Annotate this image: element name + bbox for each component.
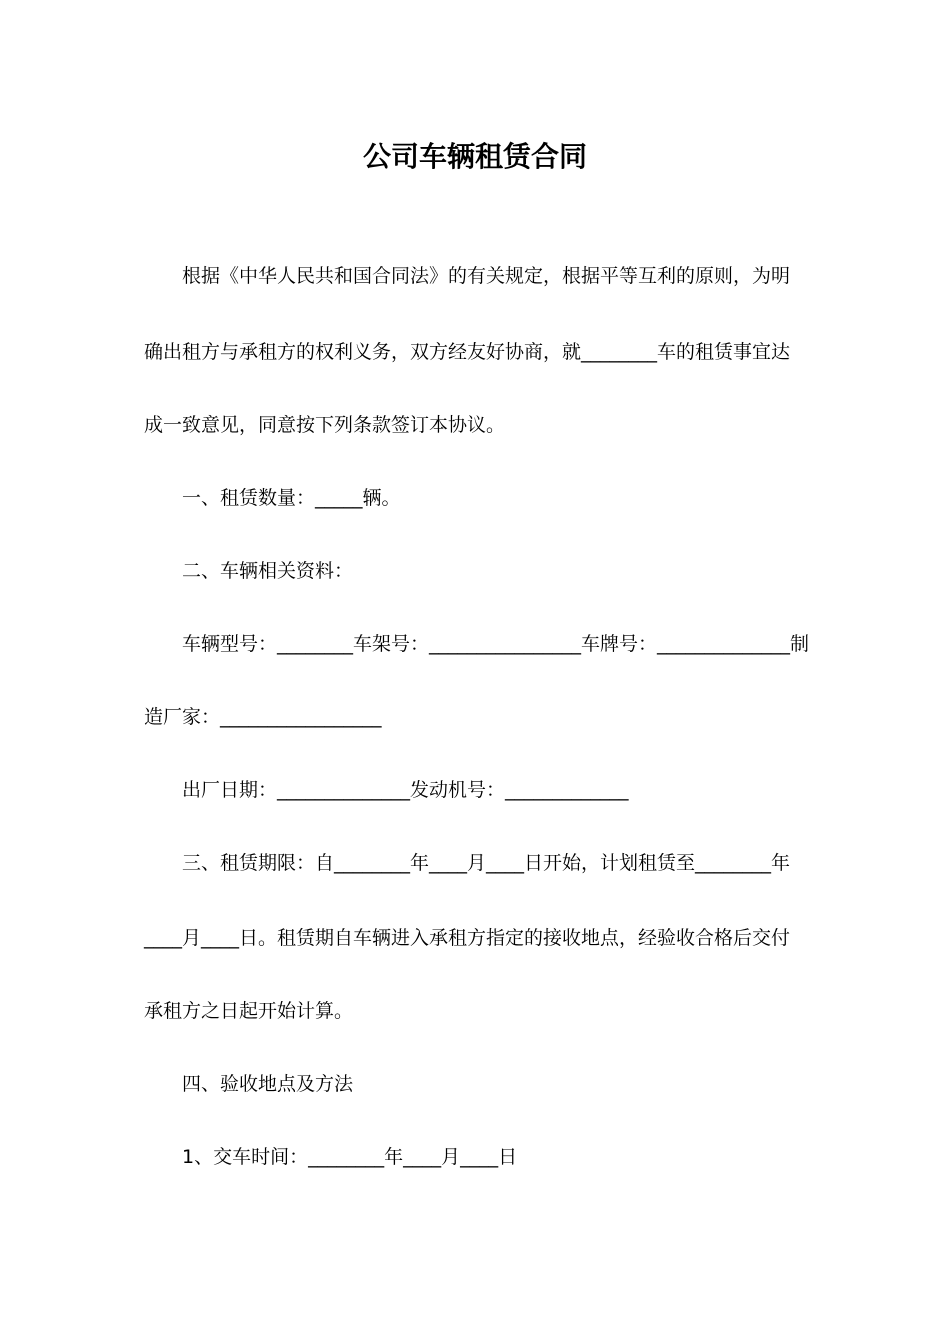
clause-1-quantity: 一、租赁数量：_____辆。 — [182, 487, 401, 509]
clause-3-line-1: 三、租赁期限：自________年____月____日开始，计划租赁至________年 — [182, 852, 791, 874]
clause-4-item-1: 1、交车时间：________年____月____日 — [182, 1146, 518, 1168]
paragraph-preamble-line-2: 确出租方与承租方的权利义务，双方经友好协商，就________车的租赁事宜达 — [144, 341, 791, 363]
document-title: 公司车辆租赁合同 — [362, 140, 587, 173]
vehicle-info-line-1: 车辆型号：________车架号：________________车牌号：______________制 — [182, 633, 810, 655]
paragraph-preamble-line-3: 成一致意见，同意按下列条款签订本协议。 — [144, 414, 506, 436]
vehicle-info-line-2: 造厂家：_________________ — [144, 706, 382, 728]
clause-3-line-2: ____月____日。租赁期自车辆进入承租方指定的接收地点，经验收合格后交付 — [144, 927, 791, 949]
vehicle-date-engine-line: 出厂日期：______________发动机号：_____________ — [182, 779, 629, 801]
paragraph-preamble-line-1: 根据《中华人民共和国合同法》的有关规定，根据平等互利的原则，为明 — [182, 265, 791, 287]
clause-3-line-3: 承租方之日起开始计算。 — [144, 1000, 354, 1022]
clause-2-heading: 二、车辆相关资料： — [182, 560, 354, 582]
clause-4-heading: 四、验收地点及方法 — [182, 1073, 354, 1095]
